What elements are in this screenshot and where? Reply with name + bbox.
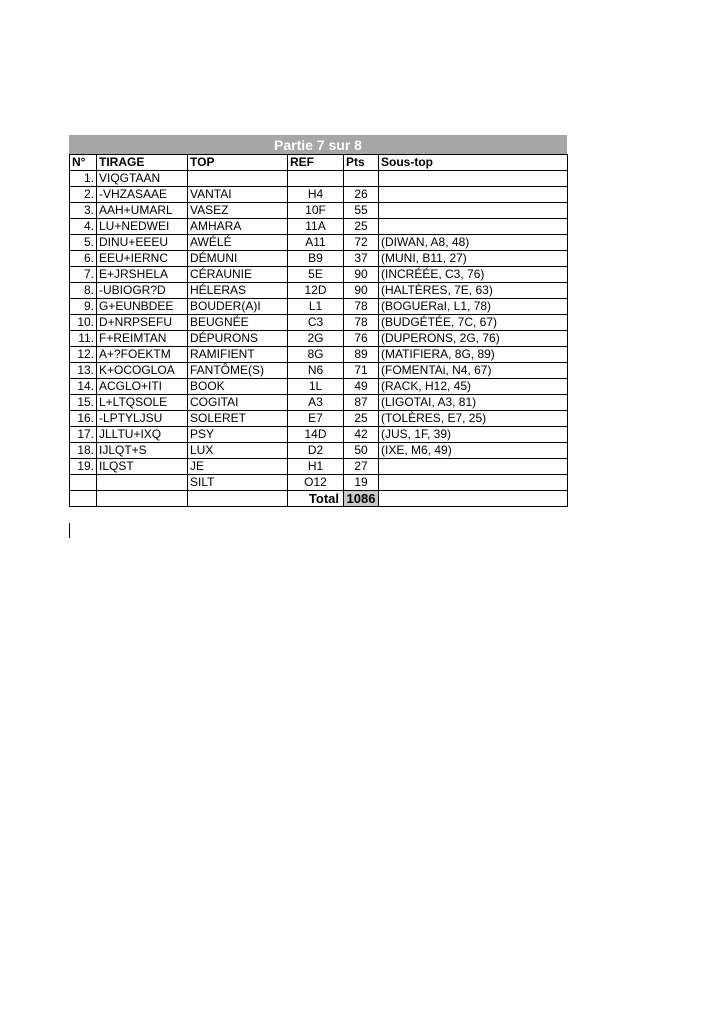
cell-pts: 49 <box>344 379 379 395</box>
cell-num: 15. <box>70 395 97 411</box>
table-row <box>70 203 568 219</box>
cell-ref: 5E <box>288 267 344 283</box>
cell-ref: 1L <box>288 379 344 395</box>
cell-tirage: VIQGTAAN <box>97 171 188 187</box>
table-row <box>70 331 568 347</box>
table-row <box>70 171 568 187</box>
cell-top: BOOK <box>188 379 288 395</box>
cell-ref: O12 <box>288 475 344 491</box>
cell-num: 6. <box>70 251 97 267</box>
cell-sous-top: (IXE, M6, 49) <box>379 443 568 459</box>
cell-pts: 72 <box>344 235 379 251</box>
cell-ref: N6 <box>288 363 344 379</box>
cell-ref: C3 <box>288 315 344 331</box>
cell-tirage: G+EUNBDEE <box>97 299 188 315</box>
cell-pts: 50 <box>344 443 379 459</box>
cell-pts: 76 <box>344 331 379 347</box>
header-row <box>70 155 568 171</box>
cell-tirage: D+NRPSEFU <box>97 315 188 331</box>
cell-pts: 42 <box>344 427 379 443</box>
header-tirage: TIRAGE <box>97 155 188 171</box>
cell-pts: 78 <box>344 315 379 331</box>
cell-ref: L1 <box>288 299 344 315</box>
cell-tirage: EEU+IERNC <box>97 251 188 267</box>
cell-sous-top: (TOLÈRES, E7, 25) <box>379 411 568 427</box>
cell-pts: 37 <box>344 251 379 267</box>
cell-pts: 87 <box>344 395 379 411</box>
table-row <box>70 315 568 331</box>
cell-num: 14. <box>70 379 97 395</box>
cell-ref: 14D <box>288 427 344 443</box>
cell-num: 12. <box>70 347 97 363</box>
cell-ref: H4 <box>288 187 344 203</box>
cell-top: AWÉLÉ <box>188 235 288 251</box>
cell-pts: 25 <box>344 411 379 427</box>
cell-ref: H1 <box>288 459 344 475</box>
cell-pts <box>344 171 379 187</box>
cell-num: 4. <box>70 219 97 235</box>
table-row <box>70 379 568 395</box>
cell-ref: B9 <box>288 251 344 267</box>
cell-top: VANTAI <box>188 187 288 203</box>
cell-num: 8. <box>70 283 97 299</box>
header-pts: Pts <box>344 155 379 171</box>
cell-sous-top <box>379 171 568 187</box>
cell-num: 11. <box>70 331 97 347</box>
cell-num: 2. <box>70 187 97 203</box>
cell-pts: 25 <box>344 219 379 235</box>
table-row <box>70 283 568 299</box>
cell-ref: 2G <box>288 331 344 347</box>
cell-tirage: AAH+UMARL <box>97 203 188 219</box>
cell-pts: 89 <box>344 347 379 363</box>
cell-tirage: IJLQT+S <box>97 443 188 459</box>
cell-num: 16. <box>70 411 97 427</box>
cell-top: AMHARA <box>188 219 288 235</box>
cell-top: VASEZ <box>188 203 288 219</box>
score-table <box>69 154 568 507</box>
table-row <box>70 395 568 411</box>
table-body <box>70 171 568 491</box>
cell-top: FANTÔME(S) <box>188 363 288 379</box>
table-row <box>70 251 568 267</box>
total-value: 1086 <box>344 491 379 507</box>
cell-tirage: ILQST <box>97 459 188 475</box>
cell-top: DÉPURONS <box>188 331 288 347</box>
cell-tirage: -VHZASAAE <box>97 187 188 203</box>
cell-top: DÉMUNI <box>188 251 288 267</box>
cell-tirage: F+REIMTAN <box>97 331 188 347</box>
cell-top: CÉRAUNIE <box>188 267 288 283</box>
cell-top: BEUGNÉE <box>188 315 288 331</box>
cell-tirage <box>97 475 188 491</box>
header-top: TOP <box>188 155 288 171</box>
cell-top: PSY <box>188 427 288 443</box>
table-row <box>70 475 568 491</box>
cell-sous-top <box>379 219 568 235</box>
cell-ref: E7 <box>288 411 344 427</box>
cell-sous-top: (DUPERONS, 2G, 76) <box>379 331 568 347</box>
cell-pts: 19 <box>344 475 379 491</box>
header-num: N° <box>70 155 97 171</box>
cell-pts: 55 <box>344 203 379 219</box>
table-row <box>70 363 568 379</box>
cell-tirage: DINU+EEEU <box>97 235 188 251</box>
cell-sous-top: (JUS, 1F, 39) <box>379 427 568 443</box>
table-row <box>70 411 568 427</box>
table-row <box>70 347 568 363</box>
score-sheet <box>69 135 567 507</box>
cell-top: LUX <box>188 443 288 459</box>
cell-pts: 90 <box>344 267 379 283</box>
cell-sous-top: (INCRÉÉE, C3, 76) <box>379 267 568 283</box>
cell-pts: 78 <box>344 299 379 315</box>
cell-sous-top: (FOMENTAi, N4, 67) <box>379 363 568 379</box>
cell-tirage: JLLTU+IXQ <box>97 427 188 443</box>
cell-tirage: K+OCOGLOA <box>97 363 188 379</box>
table-row <box>70 443 568 459</box>
cell-sous-top <box>379 475 568 491</box>
cell-tirage: E+JRSHELA <box>97 267 188 283</box>
cell-sous-top: (HALTÈRES, 7E, 63) <box>379 283 568 299</box>
table-row <box>70 427 568 443</box>
cell-pts: 90 <box>344 283 379 299</box>
cell-top: JE <box>188 459 288 475</box>
table-row <box>70 299 568 315</box>
cell-top: HÉLERAS <box>188 283 288 299</box>
table-row <box>70 187 568 203</box>
table-row <box>70 219 568 235</box>
cell-ref: 12D <box>288 283 344 299</box>
cell-ref: 8G <box>288 347 344 363</box>
cell-top: RAMIFIENT <box>188 347 288 363</box>
cell-ref: A3 <box>288 395 344 411</box>
cell-num: 1. <box>70 171 97 187</box>
total-blank-cell <box>70 491 97 507</box>
cell-tirage: ACGLO+ITI <box>97 379 188 395</box>
header-sous-top: Sous-top <box>379 155 568 171</box>
cell-sous-top: (MUNI, B11, 27) <box>379 251 568 267</box>
header-ref: REF <box>288 155 344 171</box>
cell-sous-top: (MATIFIERA, 8G, 89) <box>379 347 568 363</box>
cell-num: 3. <box>70 203 97 219</box>
cell-ref <box>288 171 344 187</box>
total-label: Total <box>288 491 344 507</box>
cell-tirage: -LPTYLJSU <box>97 411 188 427</box>
cell-top <box>188 171 288 187</box>
sheet-title: Partie 7 sur 8 <box>69 135 567 154</box>
cell-top: COGITAI <box>188 395 288 411</box>
cell-sous-top: (DIWAN, A8, 48) <box>379 235 568 251</box>
cell-pts: 71 <box>344 363 379 379</box>
cell-sous-top: (BOGUERaI, L1, 78) <box>379 299 568 315</box>
cell-tirage: A+?FOEKTM <box>97 347 188 363</box>
cell-sous-top: (BUDGÉTÉE, 7C, 67) <box>379 315 568 331</box>
table-row <box>70 267 568 283</box>
cell-sous-top: (LIGOTAI, A3, 81) <box>379 395 568 411</box>
cell-tirage: L+LTQSOLE <box>97 395 188 411</box>
total-row <box>70 491 568 507</box>
cell-top: SOLERET <box>188 411 288 427</box>
cell-top: SILT <box>188 475 288 491</box>
cell-num: 13. <box>70 363 97 379</box>
cell-num: 10. <box>70 315 97 331</box>
cell-ref: 11A <box>288 219 344 235</box>
cell-sous-top <box>379 459 568 475</box>
cell-num: 7. <box>70 267 97 283</box>
total-blank-cell <box>188 491 288 507</box>
total-blank-cell <box>97 491 188 507</box>
text-cursor <box>69 523 70 538</box>
cell-ref: D2 <box>288 443 344 459</box>
cell-sous-top: (RACK, H12, 45) <box>379 379 568 395</box>
cell-tirage: LU+NEDWEI <box>97 219 188 235</box>
cell-tirage: -UBIOGR?D <box>97 283 188 299</box>
cell-num <box>70 475 97 491</box>
cell-num: 19. <box>70 459 97 475</box>
cell-pts: 26 <box>344 187 379 203</box>
cell-num: 5. <box>70 235 97 251</box>
cell-top: BOUDER(A)I <box>188 299 288 315</box>
total-blank-cell <box>379 491 568 507</box>
table-row <box>70 459 568 475</box>
cell-ref: A11 <box>288 235 344 251</box>
table-row <box>70 235 568 251</box>
cell-sous-top <box>379 203 568 219</box>
cell-num: 18. <box>70 443 97 459</box>
cell-pts: 27 <box>344 459 379 475</box>
cell-num: 9. <box>70 299 97 315</box>
cell-sous-top <box>379 187 568 203</box>
cell-num: 17. <box>70 427 97 443</box>
cell-ref: 10F <box>288 203 344 219</box>
